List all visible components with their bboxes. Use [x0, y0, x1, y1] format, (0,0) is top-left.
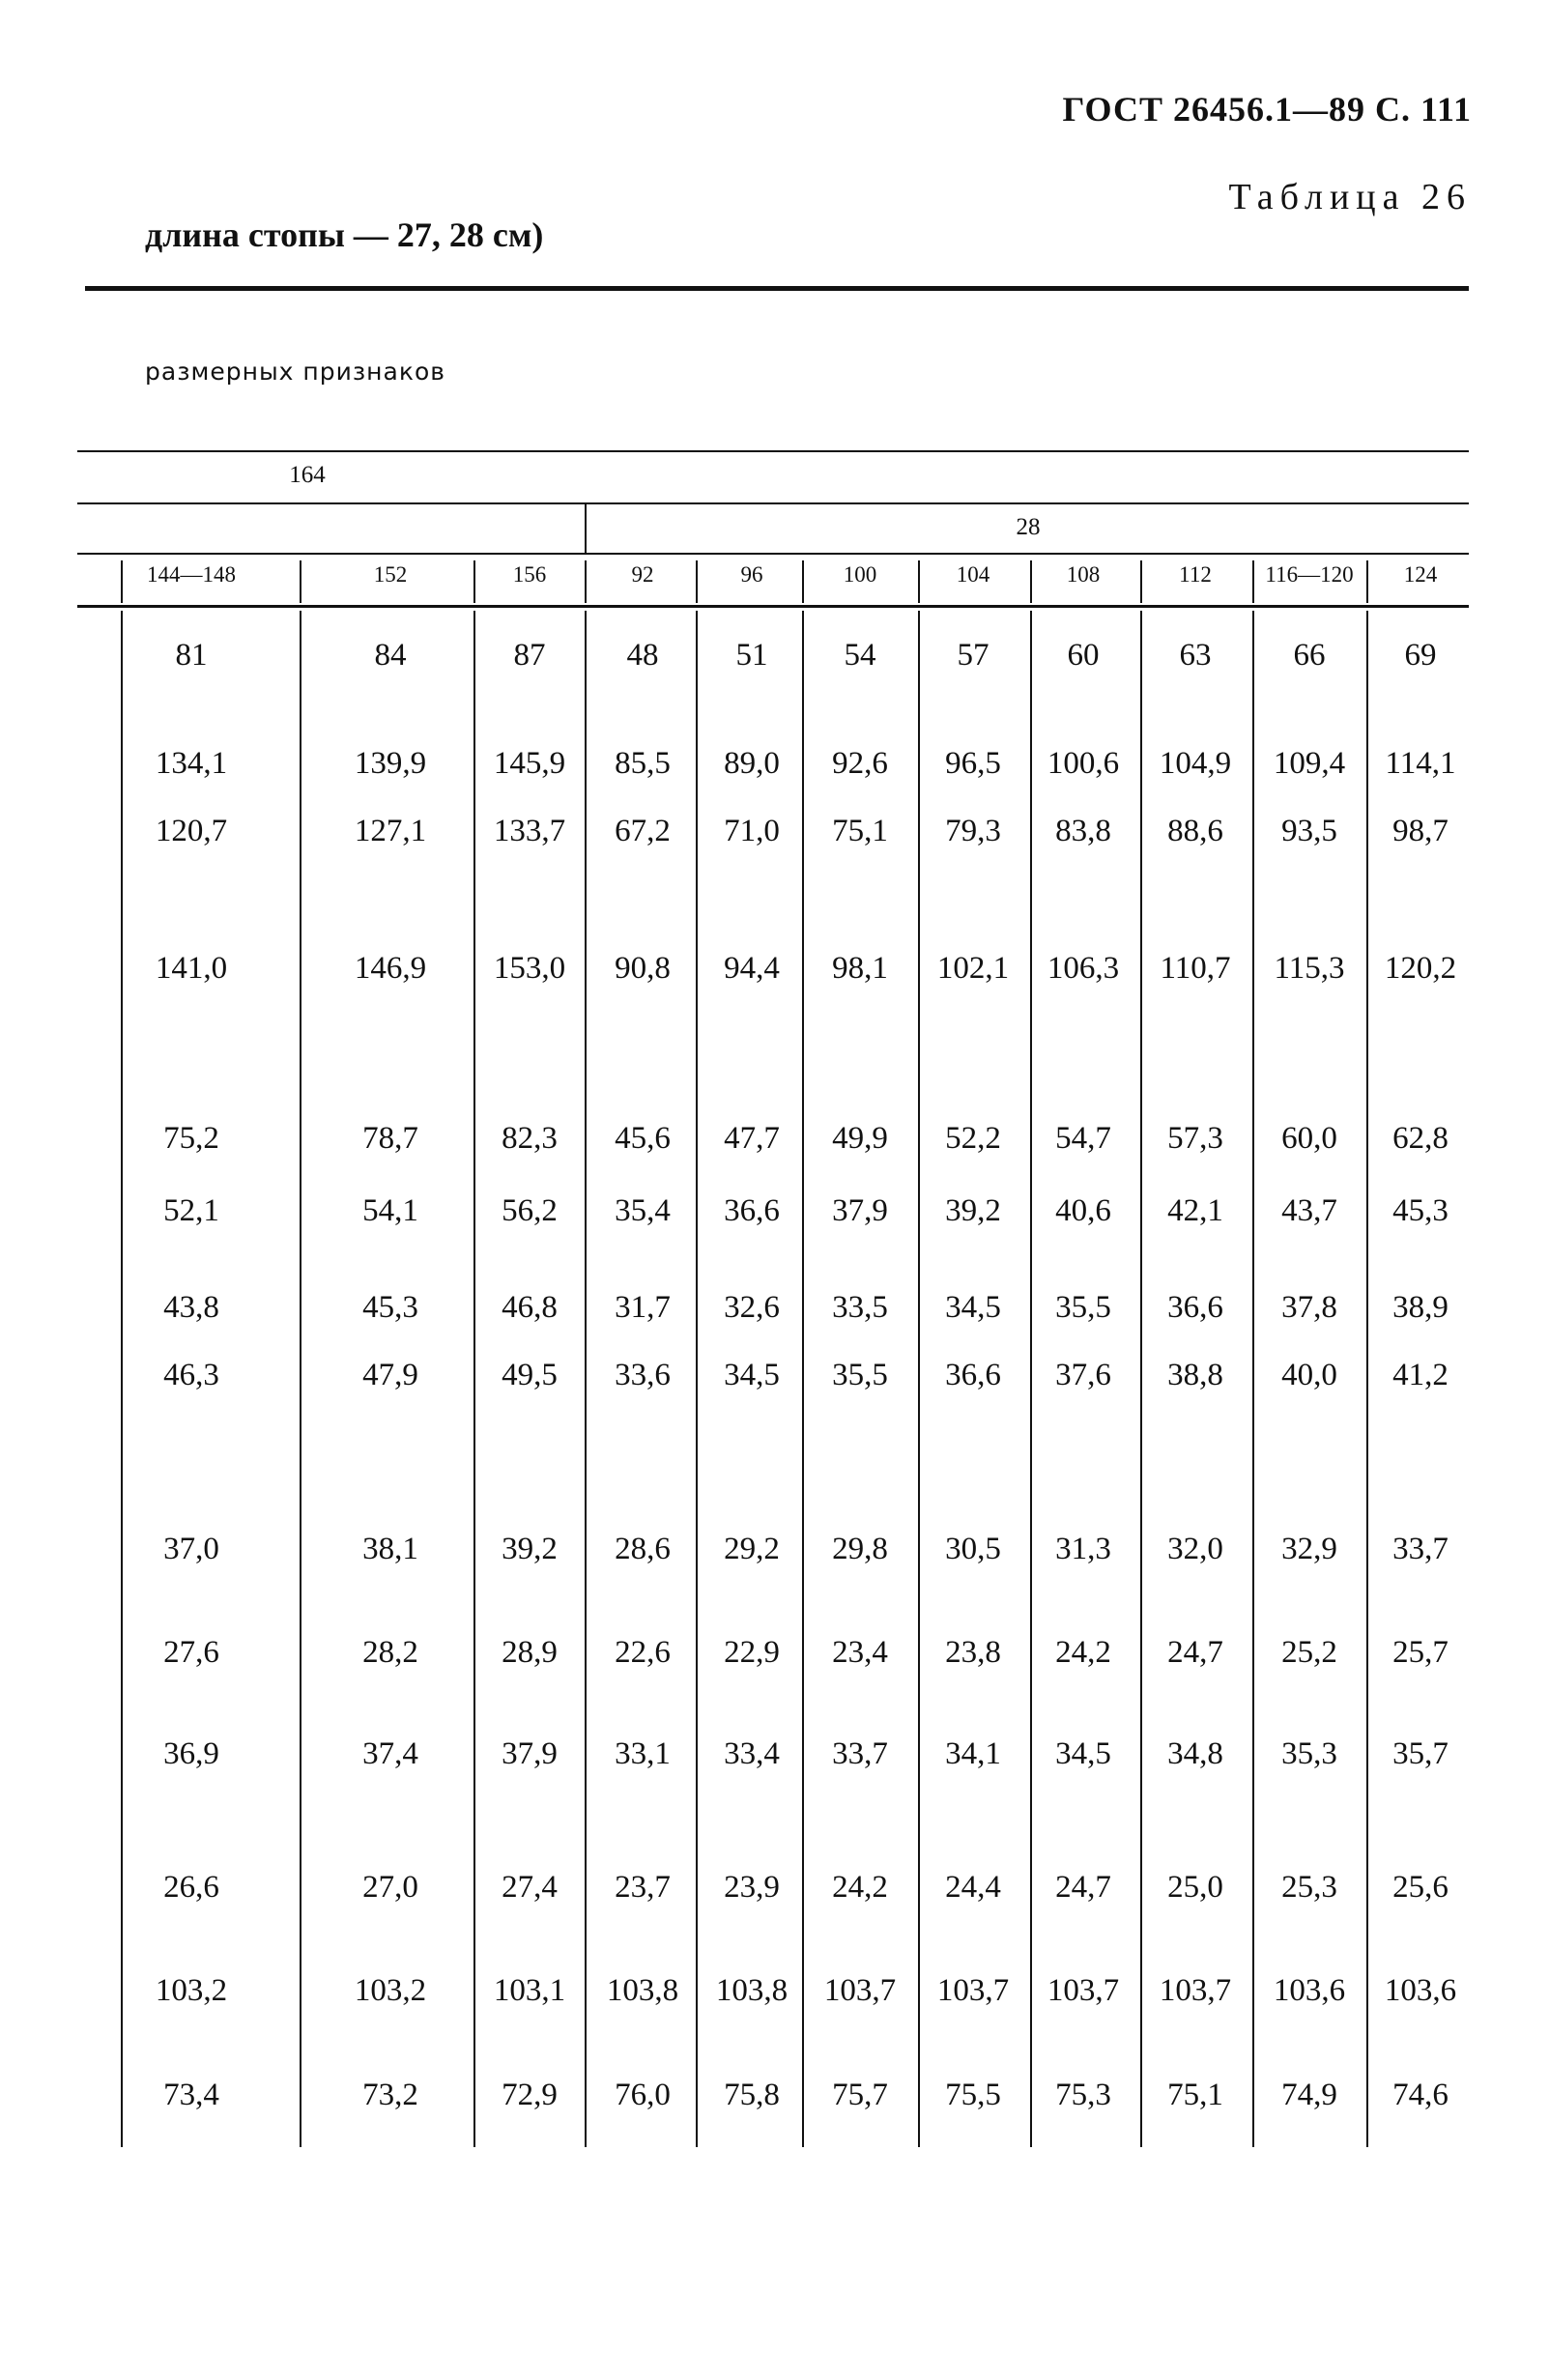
table-cell: 27,4: [502, 1870, 558, 1905]
table-cell: 35,4: [615, 1193, 671, 1228]
table-cell: 60: [1067, 638, 1100, 673]
table-cell: 36,6: [724, 1193, 780, 1228]
table-cell: 33,7: [1392, 1532, 1449, 1566]
column-header: 108: [1066, 562, 1101, 587]
table-cell: 75,1: [1167, 2078, 1223, 2112]
table-cell: 38,9: [1392, 1290, 1449, 1325]
column-header: 92: [631, 562, 654, 587]
table-cell: 74,9: [1281, 2078, 1337, 2112]
table-cell: 29,2: [724, 1532, 780, 1566]
table-cell: 41,2: [1392, 1358, 1449, 1392]
table-cell: 34,5: [1055, 1736, 1111, 1771]
group-header-foot-length: 28: [1016, 514, 1041, 540]
table-cell: 43,8: [163, 1290, 219, 1325]
table-cell: 75,7: [832, 2078, 888, 2112]
table-cell: 45,3: [362, 1290, 418, 1325]
table-cell: 94,4: [724, 951, 780, 986]
table-cell: 93,5: [1281, 814, 1337, 848]
table-cell: 23,8: [945, 1635, 1001, 1670]
table-cell: 72,9: [502, 2078, 558, 2112]
table-cell: 33,5: [832, 1290, 888, 1325]
table-cell: 103,8: [606, 1973, 679, 2008]
table-cell: 103,7: [823, 1973, 897, 2008]
table-cell: 60,0: [1281, 1121, 1337, 1156]
table-cell: 87: [513, 638, 546, 673]
table-cell: 92,6: [832, 746, 888, 781]
table-cell: 24,7: [1167, 1635, 1223, 1670]
table-cell: 115,3: [1274, 951, 1345, 986]
table-cell: 57: [957, 638, 990, 673]
table-cell: 28,2: [362, 1635, 418, 1670]
header-rule-2: [77, 553, 1469, 555]
column-header: 104: [956, 562, 990, 587]
table-cell: 23,9: [724, 1870, 780, 1905]
table-cell: 24,7: [1055, 1870, 1111, 1905]
table-cell: 37,0: [163, 1532, 219, 1566]
table-cell: 48: [626, 638, 659, 673]
table-cell: 73,4: [163, 2078, 219, 2112]
table-cell: 52,2: [945, 1121, 1001, 1156]
table-cell: 25,7: [1392, 1635, 1449, 1670]
table-cell: 75,3: [1055, 2078, 1111, 2112]
table-cell: 49,9: [832, 1121, 888, 1156]
table-cell: 103,6: [1384, 1973, 1457, 2008]
table-cell: 85,5: [615, 746, 671, 781]
column-header: 100: [843, 562, 877, 587]
table-cell: 88,6: [1167, 814, 1223, 848]
table-cell: 37,9: [832, 1193, 888, 1228]
table-cell: 28,6: [615, 1532, 671, 1566]
table-cell: 42,1: [1167, 1193, 1223, 1228]
table-cell: 47,9: [362, 1358, 418, 1392]
table-cell: 34,1: [945, 1736, 1001, 1771]
table-cell: 33,6: [615, 1358, 671, 1392]
table-cell: 27,0: [362, 1870, 418, 1905]
table-cell: 83,8: [1055, 814, 1111, 848]
table-cell: 37,6: [1055, 1358, 1111, 1392]
table-cell: 103,2: [155, 1973, 228, 2008]
column-header: 156: [512, 562, 547, 587]
body-column-line: [300, 611, 301, 2147]
header-column-line: [121, 560, 123, 603]
table-cell: 75,8: [724, 2078, 780, 2112]
table-cell: 47,7: [724, 1121, 780, 1156]
table-cell: 25,3: [1281, 1870, 1337, 1905]
column-header: 112: [1179, 562, 1212, 587]
table-cell: 24,4: [945, 1870, 1001, 1905]
table-cell: 56,2: [502, 1193, 558, 1228]
table-cell: 103,7: [936, 1973, 1010, 2008]
table-cell: 36,6: [945, 1358, 1001, 1392]
table-cell: 37,8: [1281, 1290, 1337, 1325]
table-cell: 98,7: [1392, 814, 1449, 848]
table-cell: 103,7: [1047, 1973, 1120, 2008]
table-cell: 127,1: [354, 814, 427, 848]
table-cell: 29,8: [832, 1532, 888, 1566]
table-cell: 33,7: [832, 1736, 888, 1771]
table-cell: 89,0: [724, 746, 780, 781]
table-cell: 79,3: [945, 814, 1001, 848]
header-rule-1: [77, 502, 1469, 504]
table-cell: 33,1: [615, 1736, 671, 1771]
table-cell: 100,6: [1047, 746, 1120, 781]
table-cell: 104,9: [1159, 746, 1232, 781]
table-subtitle: длина стопы — 27, 28 см): [145, 215, 544, 254]
table-cell: 23,7: [615, 1870, 671, 1905]
table-cell: 33,4: [724, 1736, 780, 1771]
table-cell: 34,5: [724, 1358, 780, 1392]
table-cell: 25,0: [1167, 1870, 1223, 1905]
table-cell: 66: [1293, 638, 1326, 673]
table-cell: 32,0: [1167, 1532, 1223, 1566]
table-cell: 98,1: [832, 951, 888, 986]
table-cell: 24,2: [832, 1870, 888, 1905]
table-cell: 90,8: [615, 951, 671, 986]
column-header: 124: [1403, 562, 1438, 587]
table-cell: 24,2: [1055, 1635, 1111, 1670]
header-column-line: [300, 560, 301, 603]
table-cell: 145,9: [493, 746, 566, 781]
table-cell: 34,5: [945, 1290, 1001, 1325]
header-divider: [585, 504, 587, 553]
table-cell: 30,5: [945, 1532, 1001, 1566]
table-cell: 63: [1179, 638, 1212, 673]
table-cell: 110,7: [1160, 951, 1231, 986]
table-cell: 51: [735, 638, 768, 673]
header-rule-bottom: [77, 605, 1469, 608]
table-cell: 120,2: [1384, 951, 1457, 986]
table-caption: размерных признаков: [145, 358, 445, 386]
table-cell: 67,2: [615, 814, 671, 848]
column-header: 144—148: [147, 562, 236, 587]
table-cell: 40,6: [1055, 1193, 1111, 1228]
group-header-height: 164: [289, 462, 326, 488]
table-cell: 139,9: [354, 746, 427, 781]
table-cell: 36,6: [1167, 1290, 1223, 1325]
table-cell: 114,1: [1385, 746, 1456, 781]
table-cell: 37,9: [502, 1736, 558, 1771]
table-cell: 103,1: [493, 1973, 566, 2008]
column-header: 96: [740, 562, 763, 587]
table-cell: 43,7: [1281, 1193, 1337, 1228]
table-cell: 34,8: [1167, 1736, 1223, 1771]
table-cell: 75,1: [832, 814, 888, 848]
title-rule: [85, 286, 1469, 291]
table-cell: 71,0: [724, 814, 780, 848]
table-cell: 54,1: [362, 1193, 418, 1228]
table-cell: 45,3: [1392, 1193, 1449, 1228]
table-cell: 73,2: [362, 2078, 418, 2112]
table-cell: 81: [175, 638, 208, 673]
document-reference: ГОСТ 26456.1—89 С. 111: [1062, 90, 1472, 129]
body-column-line: [121, 611, 123, 2147]
table-cell: 84: [374, 638, 407, 673]
table-cell: 37,4: [362, 1736, 418, 1771]
table-cell: 35,5: [832, 1358, 888, 1392]
table-cell: 120,7: [155, 814, 228, 848]
table-label: Таблица 26: [1228, 177, 1472, 217]
table-cell: 25,6: [1392, 1870, 1449, 1905]
table-cell: 57,3: [1167, 1121, 1223, 1156]
table-cell: 46,8: [502, 1290, 558, 1325]
table-cell: 54,7: [1055, 1121, 1111, 1156]
table-cell: 39,2: [502, 1532, 558, 1566]
table-cell: 76,0: [615, 2078, 671, 2112]
table-cell: 52,1: [163, 1193, 219, 1228]
table-cell: 103,7: [1159, 1973, 1232, 2008]
table-cell: 75,5: [945, 2078, 1001, 2112]
table-cell: 35,7: [1392, 1736, 1449, 1771]
table-cell: 28,9: [502, 1635, 558, 1670]
table-cell: 153,0: [493, 951, 566, 986]
table-cell: 49,5: [502, 1358, 558, 1392]
table-cell: 32,9: [1281, 1532, 1337, 1566]
table-cell: 146,9: [354, 951, 427, 986]
table-cell: 75,2: [163, 1121, 219, 1156]
table-cell: 22,9: [724, 1635, 780, 1670]
table-cell: 22,6: [615, 1635, 671, 1670]
table-cell: 133,7: [493, 814, 566, 848]
table-cell: 26,6: [163, 1870, 219, 1905]
header-rule-top: [77, 450, 1469, 452]
table-cell: 46,3: [163, 1358, 219, 1392]
table-cell: 31,7: [615, 1290, 671, 1325]
table-cell: 62,8: [1392, 1121, 1449, 1156]
table-cell: 36,9: [163, 1736, 219, 1771]
table-cell: 31,3: [1055, 1532, 1111, 1566]
table-cell: 23,4: [832, 1635, 888, 1670]
column-header: 152: [373, 562, 408, 587]
table-cell: 141,0: [155, 951, 228, 986]
table-cell: 106,3: [1047, 951, 1120, 986]
table-cell: 35,3: [1281, 1736, 1337, 1771]
table-cell: 40,0: [1281, 1358, 1337, 1392]
table-cell: 78,7: [362, 1121, 418, 1156]
table-cell: 54: [844, 638, 876, 673]
table-cell: 39,2: [945, 1193, 1001, 1228]
table-cell: 69: [1404, 638, 1437, 673]
table-cell: 38,1: [362, 1532, 418, 1566]
table-cell: 27,6: [163, 1635, 219, 1670]
table-cell: 32,6: [724, 1290, 780, 1325]
table-cell: 103,8: [715, 1973, 789, 2008]
table-cell: 35,5: [1055, 1290, 1111, 1325]
table-cell: 103,2: [354, 1973, 427, 2008]
table-cell: 102,1: [936, 951, 1010, 986]
table-cell: 45,6: [615, 1121, 671, 1156]
table-cell: 38,8: [1167, 1358, 1223, 1392]
table-cell: 25,2: [1281, 1635, 1337, 1670]
table-cell: 96,5: [945, 746, 1001, 781]
column-header: 116—120: [1265, 562, 1354, 587]
table-cell: 109,4: [1273, 746, 1346, 781]
table-cell: 74,6: [1392, 2078, 1449, 2112]
table-cell: 103,6: [1273, 1973, 1346, 2008]
table-cell: 134,1: [155, 746, 228, 781]
table-cell: 82,3: [502, 1121, 558, 1156]
